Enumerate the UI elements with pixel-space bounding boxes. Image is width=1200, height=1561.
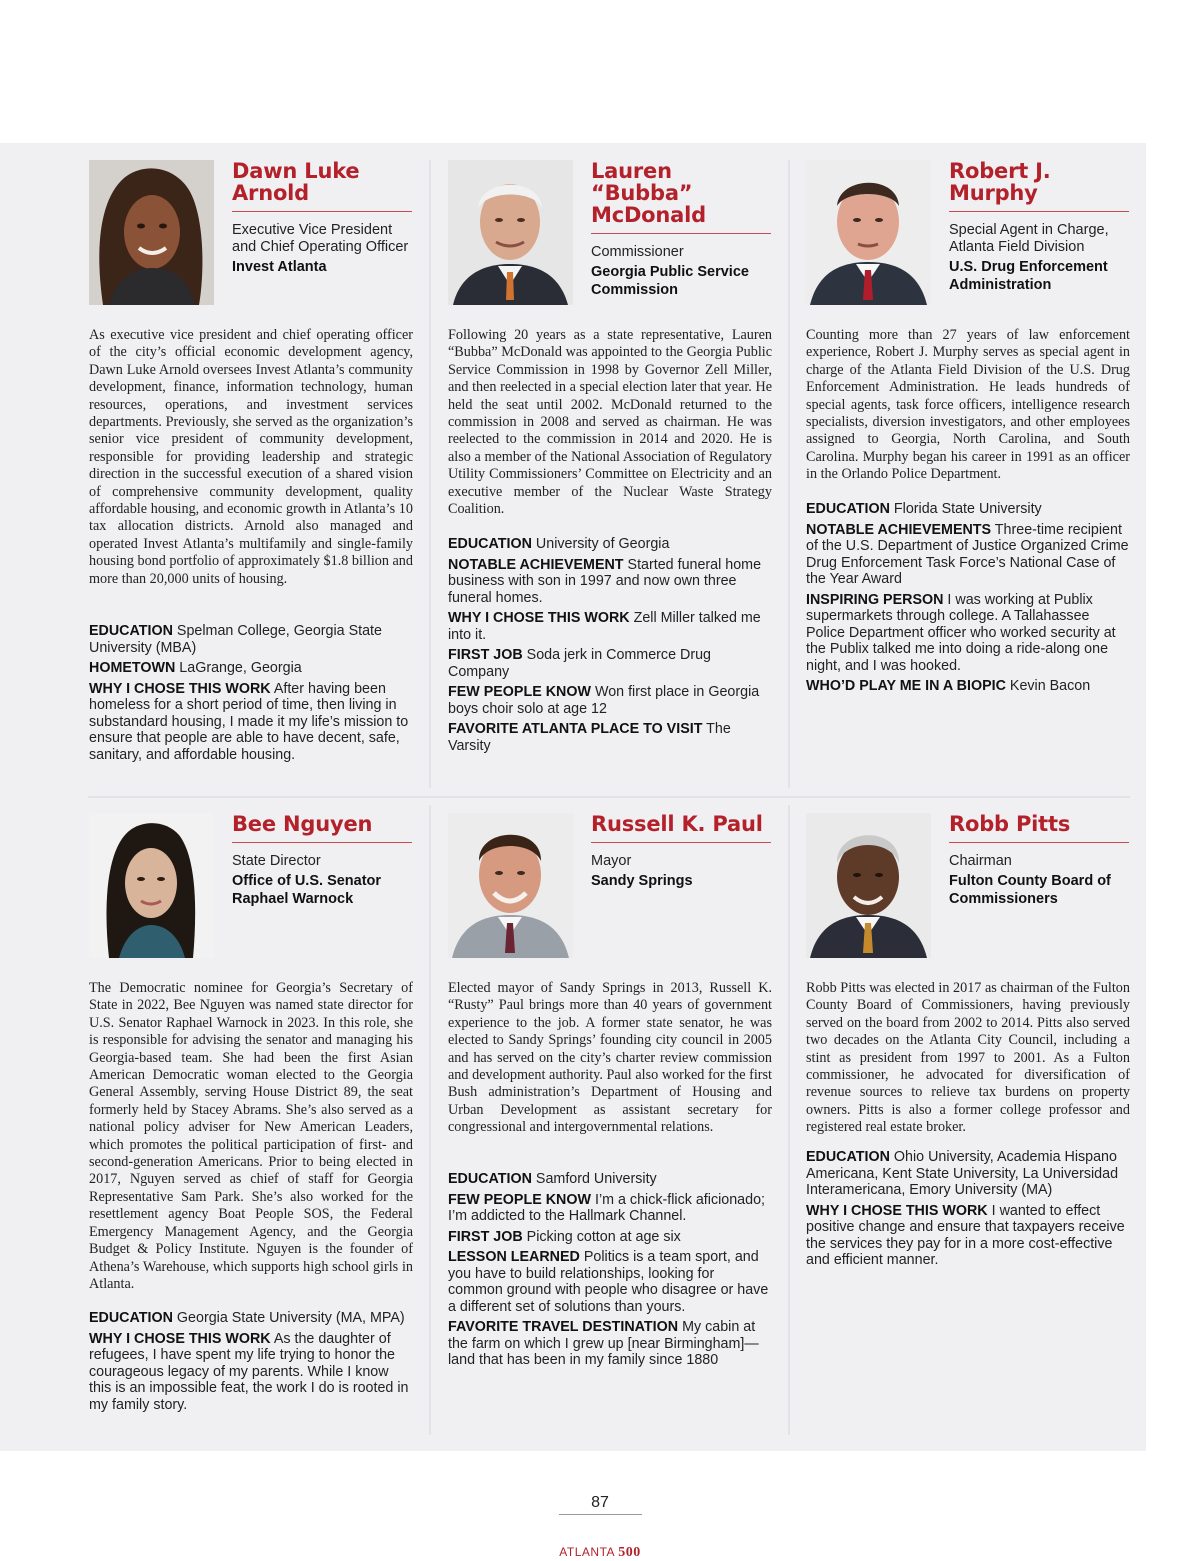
name-rule	[232, 842, 412, 843]
column-divider	[429, 805, 431, 1435]
portrait-photo	[89, 813, 214, 958]
fact-label: FIRST JOB	[448, 647, 523, 663]
footer-rule	[559, 1514, 642, 1515]
fact-item	[448, 1319, 772, 1369]
fact-item	[448, 610, 772, 643]
fact-label: WHY I CHOSE THIS WORK	[89, 1330, 271, 1347]
fact-label: WHY I CHOSE THIS WORK	[89, 680, 271, 697]
person-name: Bee Nguyen	[232, 812, 373, 836]
brand-number: 500	[618, 1545, 641, 1560]
portrait-photo	[448, 813, 573, 958]
fact-list	[89, 1310, 413, 1417]
fact-label: EDUCATION	[806, 1149, 890, 1165]
fact-text: Three-time recipient of the U.S. Department of Justice Organized Crime Drug Enforcement Task Force’s National Case of the Year Award	[806, 521, 1129, 587]
fact-label: FEW PEOPLE KNOW	[448, 684, 591, 700]
fact-item	[89, 623, 413, 656]
fact-label: WHY I CHOSE THIS WORK	[448, 610, 630, 626]
person-title: Executive Vice President and Chief Operating Officer	[232, 222, 409, 255]
person-name: Dawn Luke Arnold	[232, 159, 360, 205]
fact-text: I’m a chick-flick aficionado; I’m addicted to the Hallmark Channel.	[448, 1191, 766, 1224]
portrait-photo	[448, 160, 573, 305]
column-divider	[788, 160, 790, 788]
person-bio: Following 20 years as a state representative, Lauren “Bubba” McDonald was appointed to the Georgia Public Service Commission in 1998 by Governor Zell Miller, and then reelected in a special election later that year. He held the seat until 2002. McDonald returned to the commission in 2008 and served as chairman. He was reelected to the commission in 2014 and 2020. He is also a member of the National Association of Regulatory Utility Commissioners’ Committee on Electricity and an executive member of the Nuclear Waste Strategy Coalition.	[448, 327, 772, 518]
fact-label: FAVORITE ATLANTA PLACE TO VISIT	[448, 721, 703, 737]
person-name: Russell K. Paul	[591, 812, 763, 836]
fact-label: NOTABLE ACHIEVEMENTS	[806, 521, 992, 538]
fact-text: Picking cotton at age six	[526, 1228, 681, 1245]
fact-item	[448, 721, 772, 754]
person-title: State Director	[232, 853, 321, 869]
fact-item	[448, 684, 772, 717]
fact-text: Kevin Bacon	[1009, 678, 1091, 694]
fact-list	[448, 1171, 772, 1373]
fact-label: EDUCATION	[806, 501, 890, 517]
person-bio: Counting more than 27 years of law enforcement experience, Robert J. Murphy serves as special agent in charge of the Atlanta Field Division of the U.S. Drug Enforcement Administration. He leads hundreds of special agents, task force officers, intelligence research specialists, diversion investigators, and other employees assigned to Georgia, North Carolina, and South Carolina. Murphy began his career in 1991 as an officer in the Orlando Police Department.	[806, 327, 1130, 483]
person-organization: Georgia Public Service Commission	[591, 264, 749, 298]
portrait-photo	[89, 160, 214, 305]
fact-item	[448, 536, 772, 553]
fact-label: NOTABLE ACHIEVEMENT	[448, 556, 624, 573]
fact-item	[89, 1310, 413, 1327]
fact-label: EDUCATION	[448, 1171, 532, 1187]
fact-label: WHO’D PLAY ME IN A BIOPIC	[806, 678, 1006, 694]
person-bio: As executive vice president and chief operating officer of the city’s official economic development agency, Dawn Luke Arnold oversees Invest Atlanta’s community development, finance, information technology, human resources, operations, and investment services departments. Previously, she served as the organization’s senior vice president of community development, responsible for providing leadership and strategic direction in the successful execution of a shared vision of comprehensive community development, quality affordable housing, and economic growth in Atlanta’s 10 tax allocation districts. Arnold also managed and operated Invest Atlanta’s multifamily and single-family housing bond portfolio of approximately $1.8 billion and more than 20,000 units of housing.	[89, 327, 413, 587]
fact-label: INSPIRING PERSON	[806, 591, 944, 608]
fact-text: Florida State University	[893, 501, 1042, 517]
row-divider	[88, 796, 1130, 798]
fact-label: LESSON LEARNED	[448, 1249, 580, 1265]
person-title: Mayor	[591, 853, 632, 869]
fact-item	[89, 681, 413, 764]
name-rule	[591, 233, 771, 234]
fact-item	[448, 1192, 772, 1225]
fact-label: EDUCATION	[89, 623, 173, 639]
fact-item	[448, 557, 772, 607]
fact-list	[89, 623, 413, 767]
fact-label: HOMETOWN	[89, 660, 176, 676]
fact-item	[806, 1149, 1130, 1199]
person-organization: Office of U.S. Senator Raphael Warnock	[232, 873, 382, 907]
column-divider	[429, 160, 431, 788]
fact-label: WHY I CHOSE THIS WORK	[806, 1202, 988, 1219]
fact-item	[448, 647, 772, 680]
person-organization: Fulton County Board of Commissioners	[949, 873, 1111, 907]
fact-text: Spelman College, Georgia State University (MBA)	[89, 623, 382, 656]
fact-list	[448, 536, 772, 758]
name-rule	[591, 842, 771, 843]
person-name: Lauren “Bubba” McDonald	[591, 159, 706, 227]
person-organization: Invest Atlanta	[232, 259, 327, 275]
fact-text: As the daughter of refugees, I have spent my life trying to honor the courageous legacy of my parents. While I know this is an impossible feat, the work I do is rooted in my family story.	[89, 1330, 409, 1413]
fact-label: EDUCATION	[89, 1310, 173, 1326]
fact-list	[806, 1149, 1130, 1273]
fact-item	[448, 1229, 772, 1246]
fact-text: My cabin at the farm on which I grew up [near Birmingham]—land that has been in my family since 1880	[448, 1319, 759, 1368]
fact-text: University of Georgia	[535, 536, 670, 552]
name-rule	[949, 211, 1129, 212]
fact-text: I wanted to effect positive change and ensure that taxpayers receive the services they pay for in a more cost-effective and efficient manner.	[806, 1202, 1125, 1268]
person-organization: U.S. Drug Enforcement Administration	[949, 259, 1108, 293]
person-title: Special Agent in Charge, Atlanta Field Division	[949, 222, 1109, 255]
fact-item	[806, 501, 1130, 518]
fact-item	[89, 1331, 413, 1414]
fact-text: Samford University	[535, 1171, 657, 1187]
fact-item	[806, 592, 1130, 675]
fact-text: Ohio University, Academia Hispano Americana, Kent State University, La Universidad Interamericana, Emory University (MA)	[806, 1149, 1119, 1198]
person-bio: Robb Pitts was elected in 2017 as chairman of the Fulton County Board of Commissioners, having previously served on the board from 2002 to 2014. Pitts also served two decades on the Atlanta City Council, including a stint as president from 1997 to 2001. As a Fulton commissioner, he advocated for diversification of revenue sources to relieve tax burdens on property owners. Pitts is also a former college professor and registered real estate broker.	[806, 980, 1130, 1136]
person-name: Robert J. Murphy	[949, 159, 1051, 205]
fact-item	[448, 1171, 772, 1188]
fact-item	[89, 660, 413, 677]
portrait-photo	[806, 813, 931, 958]
fact-text: After having been homeless for a short period of time, then living in substandard housing, I made it my life’s mission to ensure that people are able to have decent, safe, sanitary, and affordable housing.	[89, 680, 409, 763]
fact-text: Soda jerk in Commerce Drug Company	[448, 647, 711, 680]
fact-text: Started funeral home business with son in 1997 and now own three funeral homes.	[448, 556, 762, 606]
fact-item	[806, 678, 1130, 695]
fact-text: The Varsity	[448, 721, 731, 754]
portrait-photo	[806, 160, 931, 305]
fact-item	[806, 522, 1130, 588]
person-bio: The Democratic nominee for Georgia’s Secretary of State in 2022, Bee Nguyen was named state director for U.S. Senator Raphael Warnock in 2023. In this role, she is responsible for advising the senator and managing his Georgia-based team. She had been the first Asian American Democratic woman elected to the Georgia General Assembly, serving House District 89, the seat formerly held by Stacey Abrams. She’s also served as a national policy adviser for New American Leaders, which promotes the political participation of first- and second-generation Americans. Prior to being elected in 2017, Nguyen served as chief of staff for Georgia Representative Sam Park. She’s also worked for the resettlement agency Boat People SOS, the Federal Emergency Management Agency, and the Georgia Budget & Policy Institute. Nguyen is the founder of Athena’s Warehouse, which supports high school girls in Atlanta.	[89, 980, 413, 1292]
person-title: Chairman	[949, 853, 1012, 869]
column-divider	[788, 805, 790, 1435]
person-organization: Sandy Springs	[591, 873, 693, 889]
fact-label: FAVORITE TRAVEL DESTINATION	[448, 1319, 679, 1335]
name-rule	[949, 842, 1129, 843]
person-bio: Elected mayor of Sandy Springs in 2013, Russell K. “Rusty” Paul brings more than 40 years of government experience to the job. A former state senator, he was elected to Sandy Springs’ founding city council in 2005 and has served on the city’s charter review commission and development authority. Paul also worked for the first Bush administration’s Department of Housing and Urban Development as assistant secretary for congressional and intergovernmental relations.	[448, 980, 772, 1136]
fact-text: Zell Miller talked me into it.	[448, 610, 761, 643]
fact-text: Politics is a team sport, and you have to build relationships, looking for common ground with people who disagree or have a different set of solutions than yours.	[448, 1249, 769, 1315]
fact-text: I was working at Publix supermarkets through college. A Tallahassee Police Department officer who worked security at the Publix talked me into doing a ride-along one night, and I was hooked.	[806, 591, 1116, 674]
fact-label: FEW PEOPLE KNOW	[448, 1191, 591, 1208]
fact-label: EDUCATION	[448, 536, 532, 552]
fact-text: Won first place in Georgia boys choir solo at age 12	[448, 684, 760, 717]
person-title: Commissioner	[591, 244, 684, 260]
person-name: Robb Pitts	[949, 812, 1071, 836]
brand-text: ATLANTA	[559, 1545, 615, 1559]
fact-item	[806, 1203, 1130, 1269]
page-number: 87	[591, 1494, 609, 1511]
name-rule	[232, 211, 412, 212]
fact-item	[448, 1249, 772, 1315]
fact-list	[806, 501, 1130, 699]
fact-label: FIRST JOB	[448, 1228, 523, 1245]
fact-text: Georgia State University (MA, MPA)	[176, 1310, 405, 1326]
fact-text: LaGrange, Georgia	[179, 660, 302, 676]
